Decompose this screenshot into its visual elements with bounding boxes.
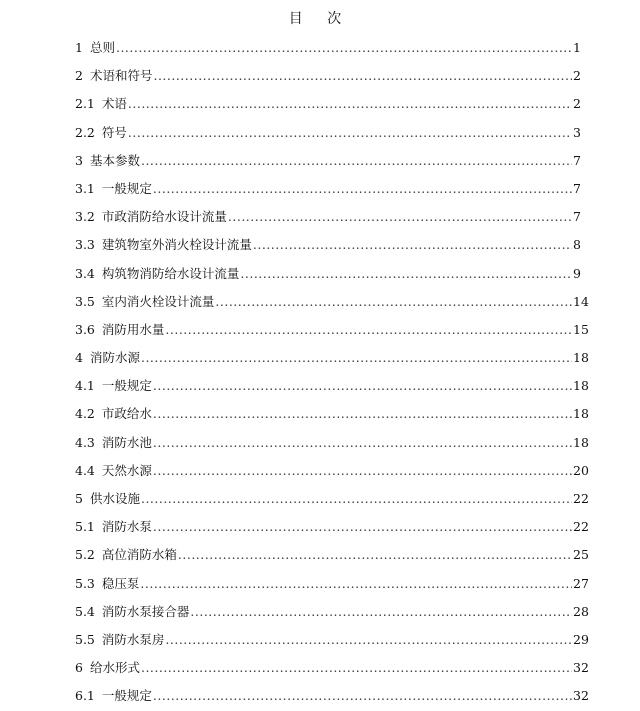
toc-section-number: 6.1 — [75, 688, 95, 704]
toc-section-title: 消防水泵房 — [101, 631, 165, 647]
toc-page-number: 7 — [573, 180, 581, 196]
toc-section-number: 3.6 — [75, 321, 95, 337]
toc-section-number: 3.2 — [75, 209, 95, 225]
toc-entry[interactable] — [75, 372, 589, 400]
toc-entry[interactable] — [75, 541, 589, 569]
toc-section-number: 5.5 — [75, 631, 95, 647]
toc-entry[interactable] — [75, 513, 589, 541]
toc-leader-dots — [153, 457, 572, 485]
toc-section-title: 消防水泵 — [101, 519, 152, 535]
toc-section-title: 市政消防给水设计流量 — [101, 209, 227, 225]
toc-section-title: 天然水源 — [101, 462, 152, 478]
toc-entry[interactable] — [75, 119, 581, 147]
toc-page-number: 3 — [573, 124, 581, 140]
toc-section-title: 消防水源 — [89, 350, 140, 366]
toc-leader-dots — [153, 429, 572, 457]
toc-section-number: 5.4 — [75, 603, 95, 619]
toc-section-number: 5.3 — [75, 575, 95, 591]
toc-section-title: 市政给水 — [101, 406, 152, 422]
toc-leader-dots — [165, 626, 572, 654]
toc-page-number: 7 — [573, 209, 581, 225]
toc-page-number: 2 — [573, 68, 581, 84]
toc-leader-dots — [141, 485, 572, 513]
toc-section-title: 高位消防水箱 — [101, 547, 177, 563]
toc-entry[interactable] — [75, 626, 589, 654]
toc-section-title: 供水设施 — [89, 491, 140, 506]
toc-section-title: 一般规定 — [101, 688, 152, 704]
toc-leader-dots — [215, 288, 572, 316]
toc-page-number: 22 — [573, 519, 589, 535]
toc-section-number: 4.4 — [75, 462, 95, 478]
toc-leader-dots — [153, 175, 572, 203]
toc-section-number: 3.5 — [75, 293, 95, 309]
page-title: 目 次 — [288, 11, 352, 27]
toc-leader-dots — [178, 541, 572, 569]
toc-page-number: 32 — [573, 688, 589, 704]
toc-page-number: 25 — [573, 547, 589, 563]
toc-entry[interactable] — [75, 400, 589, 428]
toc-section-number: 1 — [75, 40, 83, 55]
toc-page-number: 18 — [573, 350, 589, 366]
toc-leader-dots — [240, 260, 572, 288]
toc-entry[interactable] — [75, 90, 581, 118]
toc-leader-dots — [141, 654, 572, 682]
toc-section-number: 4.1 — [75, 378, 95, 394]
toc-section-title: 符号 — [101, 124, 127, 140]
toc-section-number: 4.2 — [75, 406, 95, 422]
toc-leader-dots — [153, 513, 572, 541]
toc-section-title: 给水形式 — [89, 660, 140, 676]
toc-page-number: 8 — [573, 237, 581, 253]
toc-page-number: 22 — [573, 491, 589, 506]
toc-section-title: 稳压泵 — [101, 575, 140, 591]
toc-page-number: 15 — [573, 321, 589, 337]
toc-leader-dots — [153, 682, 572, 710]
toc-section-title: 基本参数 — [89, 152, 140, 168]
toc-page-number: 18 — [573, 378, 589, 394]
toc-page-number: 18 — [573, 406, 589, 422]
toc-leader-dots — [228, 203, 572, 231]
toc-page-number: 2 — [573, 96, 581, 112]
toc-section-number: 3.3 — [75, 237, 95, 253]
toc-leader-dots — [140, 570, 572, 598]
toc-entry[interactable] — [75, 147, 581, 175]
toc-page-number: 20 — [573, 462, 589, 478]
toc-leader-dots — [153, 400, 572, 428]
toc-page-number: 29 — [573, 631, 589, 647]
toc-entry[interactable] — [75, 34, 581, 62]
toc-section-title: 术语 — [101, 96, 127, 112]
toc-section-number: 4.3 — [75, 434, 95, 450]
toc-section-title: 消防水池 — [101, 434, 152, 450]
toc-section-number: 6 — [75, 660, 83, 676]
toc-section-title: 室内消火栓设计流量 — [101, 293, 215, 309]
toc-leader-dots — [128, 90, 572, 118]
toc-section-number: 2.2 — [75, 124, 95, 140]
toc-leader-dots — [153, 372, 572, 400]
toc-section-title: 总则 — [89, 40, 115, 55]
toc-section-title: 术语和符号 — [89, 68, 153, 84]
toc-entry[interactable] — [75, 429, 589, 457]
toc-section-title: 一般规定 — [101, 378, 152, 394]
toc-section-title: 消防用水量 — [101, 321, 165, 337]
toc-leader-dots — [116, 34, 572, 62]
toc-page-number: 7 — [573, 152, 581, 168]
toc-section-title: 一般规定 — [101, 180, 152, 196]
toc-section-number: 2.1 — [75, 96, 95, 112]
toc-entry[interactable] — [75, 570, 589, 598]
toc-section-title: 建筑物室外消火栓设计流量 — [101, 237, 252, 253]
toc-leader-dots — [141, 344, 572, 372]
toc-page-number: 32 — [573, 660, 589, 676]
toc-section-number: 3.4 — [75, 265, 95, 281]
toc-entry[interactable] — [75, 62, 581, 90]
toc-section-number: 5.1 — [75, 519, 95, 535]
table-of-contents — [75, 34, 589, 711]
toc-entry[interactable] — [75, 231, 581, 259]
toc-entry[interactable] — [75, 485, 589, 513]
toc-leader-dots — [253, 231, 572, 259]
toc-entry[interactable] — [75, 175, 581, 203]
toc-section-number: 5 — [75, 491, 83, 506]
toc-section-title: 消防水泵接合器 — [101, 603, 190, 619]
toc-entry[interactable] — [75, 344, 589, 372]
toc-section-number: 3.1 — [75, 180, 95, 196]
toc-leader-dots — [141, 147, 572, 175]
toc-leader-dots — [153, 62, 572, 90]
toc-section-title: 构筑物消防给水设计流量 — [101, 265, 240, 281]
toc-entry[interactable] — [75, 316, 589, 344]
toc-page-number: 14 — [573, 293, 589, 309]
toc-page-number: 9 — [573, 265, 581, 281]
toc-page-number: 18 — [573, 434, 589, 450]
toc-entry[interactable] — [75, 203, 581, 231]
toc-leader-dots — [190, 598, 572, 626]
toc-entry[interactable] — [75, 682, 589, 710]
toc-leader-dots — [128, 119, 572, 147]
toc-section-number: 3 — [75, 152, 83, 168]
toc-entry[interactable] — [75, 598, 589, 626]
toc-entry[interactable] — [75, 260, 581, 288]
toc-page-number: 1 — [573, 40, 581, 55]
toc-leader-dots — [165, 316, 572, 344]
toc-entry[interactable] — [75, 654, 589, 682]
toc-section-number: 2 — [75, 68, 83, 84]
toc-entry[interactable] — [75, 288, 589, 316]
toc-section-number: 5.2 — [75, 547, 95, 563]
toc-page-number: 28 — [573, 603, 589, 619]
toc-page-number: 27 — [573, 575, 589, 591]
toc-section-number: 4 — [75, 350, 83, 366]
toc-entry[interactable] — [75, 457, 589, 485]
